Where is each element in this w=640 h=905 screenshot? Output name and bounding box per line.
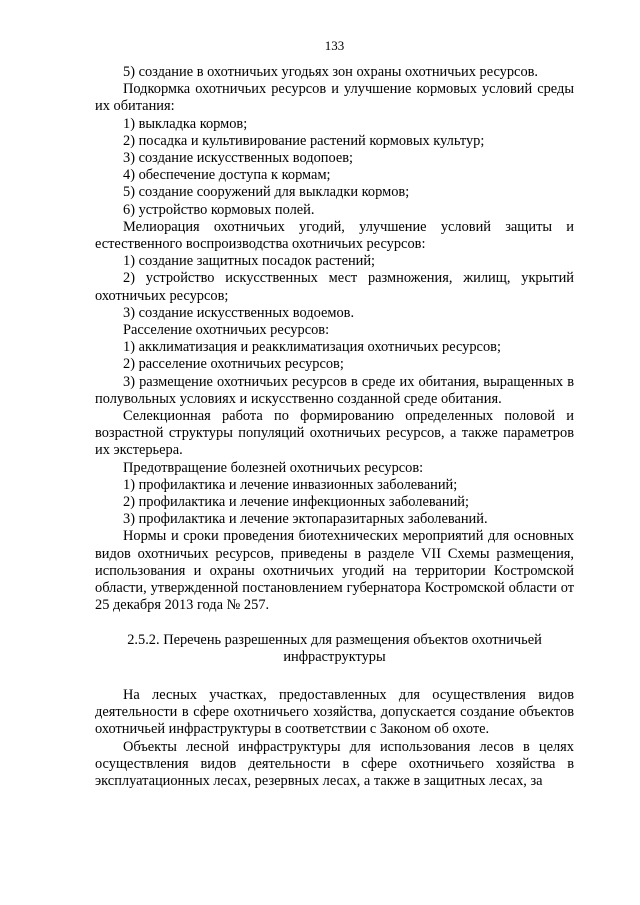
list-item: 5) создание сооружений для выкладки кормов;	[123, 184, 410, 201]
list-item: 3) размещение охотничьих ресурсов в среде их обитания, выращенных в полувольных условиях и искусственно созданной среде обитания.	[95, 373, 574, 407]
list-item: 1) создание защитных посадок растений;	[123, 253, 376, 270]
list-item: 1) выкладка кормов;	[123, 115, 248, 132]
list-item: 1) профилактика и лечение инвазионных заболеваний;	[123, 476, 458, 493]
document-body	[95, 64, 574, 790]
list-item: 6) устройство кормовых полей.	[123, 201, 315, 218]
list-item: 2) профилактика и лечение инфекционных заболеваний;	[123, 494, 469, 511]
list-item: 3) профилактика и лечение эктопаразитарных заболеваний.	[123, 511, 488, 528]
list-item: 1) акклиматизация и реакклиматизация охотничьих ресурсов;	[123, 339, 501, 356]
paragraph: Предотвращение болезней охотничьих ресурсов:	[123, 459, 424, 476]
paragraph: Объекты лесной инфраструктуры для использования лесов в целях осуществления видов деятельности в сфере охотничьего хозяйства в эксплуатационных лесах, резервных лесах, а также в защитных лесах, за	[95, 738, 574, 789]
list-item: 2) устройство искусственных мест размножения, жилищ, укрытий охотничьих ресурсов;	[95, 270, 574, 304]
list-item: 3) создание искусственных водопоев;	[123, 150, 354, 167]
paragraph: Подкормка охотничьих ресурсов и улучшение кормовых условий среды их обитания:	[95, 81, 574, 115]
paragraph: На лесных участках, предоставленных для осуществления видов деятельности в сфере охотничьего хозяйства, допускается создание объектов охотничьей инфраструктуры в соответствии с Законом об охоте.	[95, 686, 574, 738]
section-heading: 2.5.2. Перечень разрешенных для размещения объектов охотничьей инфраструктуры	[127, 631, 542, 665]
list-item: 3) создание искусственных водоемов.	[123, 304, 355, 321]
list-item: 2) расселение охотничьих ресурсов;	[123, 356, 344, 373]
list-item: 2) посадка и культивирование растений кормовых культур;	[123, 132, 485, 149]
paragraph: Селекционная работа по формированию определенных половой и возрастной структуры популяций охотничьих ресурсов, а также параметров их экстерьера.	[95, 408, 574, 459]
document-page	[95, 0, 574, 905]
page-number: 133	[324, 38, 345, 53]
paragraph: Расселение охотничьих ресурсов:	[123, 322, 330, 339]
list-item: 4) обеспечение доступа к кормам;	[123, 167, 331, 184]
paragraph: 5) создание в охотничьих угодьях зон охраны охотничьих ресурсов.	[123, 64, 539, 80]
paragraph: Мелиорация охотничьих угодий, улучшение условий защиты и естественного воспроизводства охотничьих ресурсов:	[95, 218, 574, 253]
paragraph: Нормы и сроки проведения биотехнических мероприятий для основных видов охотничьих ресурсов, приведены в разделе VII Схемы размещения, использования и охраны охотничьих угодий на территории Костромской области, утвержденной постановлением губернатора Костромской области от 25 декабря 2013 года № 257.	[95, 528, 574, 614]
